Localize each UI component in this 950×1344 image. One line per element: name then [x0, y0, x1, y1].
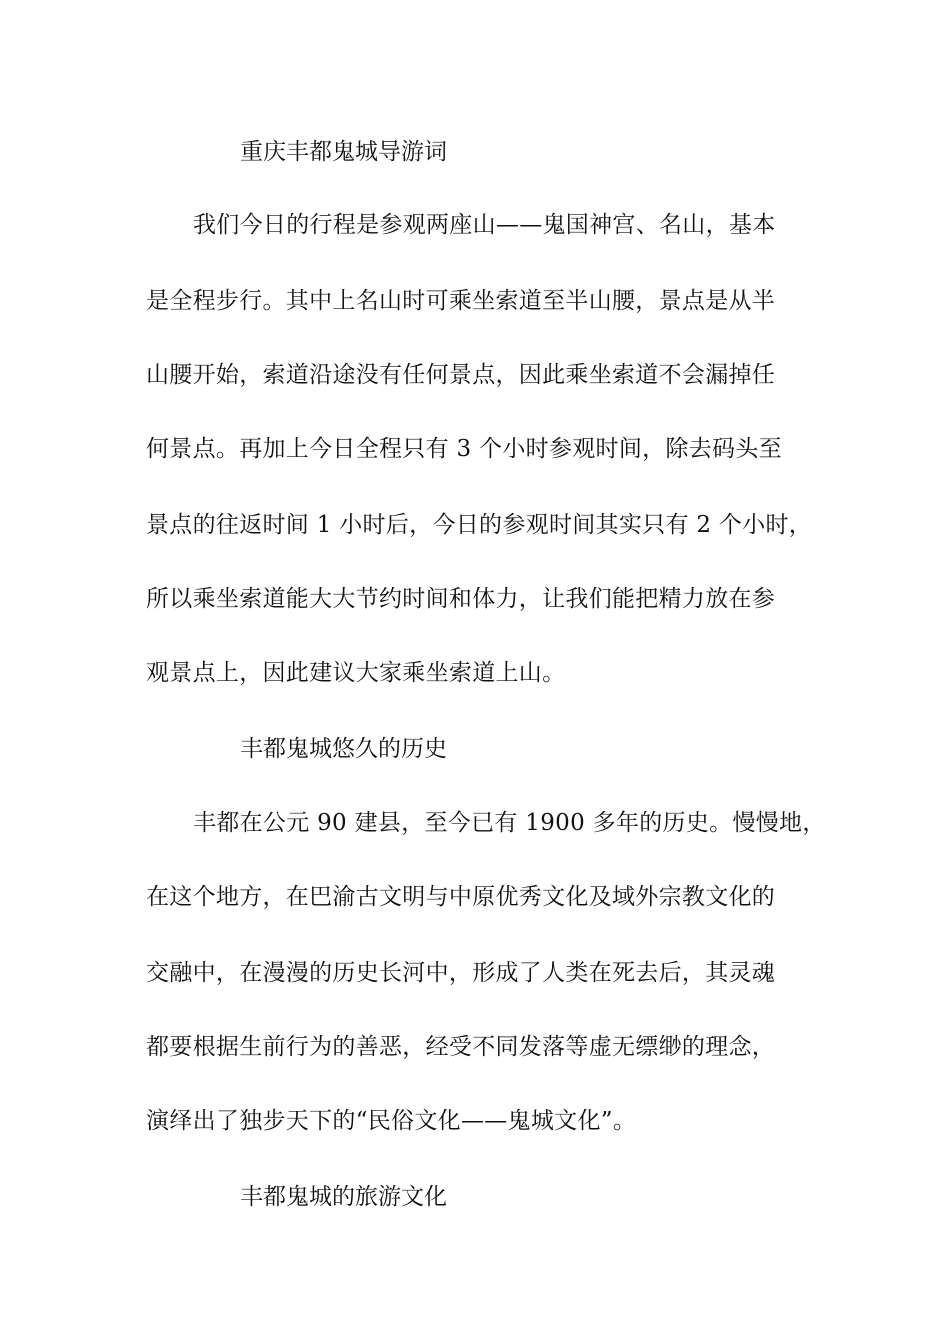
paragraph-line: 演绎出了独步天下的“民俗文化——鬼城文化”。	[146, 1108, 637, 1134]
paragraph-line: 所以乘坐索道能大大节约时间和体力，让我们能把精力放在参	[146, 586, 776, 612]
paragraph-line: 我们今日的行程是参观两座山——鬼国神宫、名山，基本	[193, 212, 776, 238]
paragraph-line: 观景点上，因此建议大家乘坐索道上山。	[146, 660, 566, 686]
section-heading: 丰都鬼城的旅游文化	[240, 1184, 447, 1210]
paragraph-line: 丰都在公元 90 建县，至今已有 1900 多年的历史。慢慢地，	[193, 810, 826, 836]
paragraph-line: 是全程步行。其中上名山时可乘坐索道至半山腰，景点是从半	[146, 288, 776, 314]
paragraph-line: 景点的往返时间 1 小时后，今日的参观时间其实只有 2 个小时，	[146, 512, 813, 538]
paragraph-line: 在这个地方，在巴渝古文明与中原优秀文化及域外宗教文化的	[146, 884, 776, 910]
section-heading: 丰都鬼城悠久的历史	[240, 736, 447, 762]
paragraph-line: 山腰开始，索道沿途没有任何景点，因此乘坐索道不会漏掉任	[146, 362, 776, 388]
paragraph-line: 都要根据生前行为的善恶，经受不同发落等虚无缥缈的理念，	[146, 1034, 776, 1060]
page-title: 重庆丰都鬼城导游词	[240, 139, 447, 165]
paragraph-line: 何景点。再加上今日全程只有 3 个小时参观时间，除去码头至	[146, 436, 782, 462]
paragraph-line: 交融中，在漫漫的历史长河中，形成了人类在死去后，其灵魂	[146, 960, 776, 986]
